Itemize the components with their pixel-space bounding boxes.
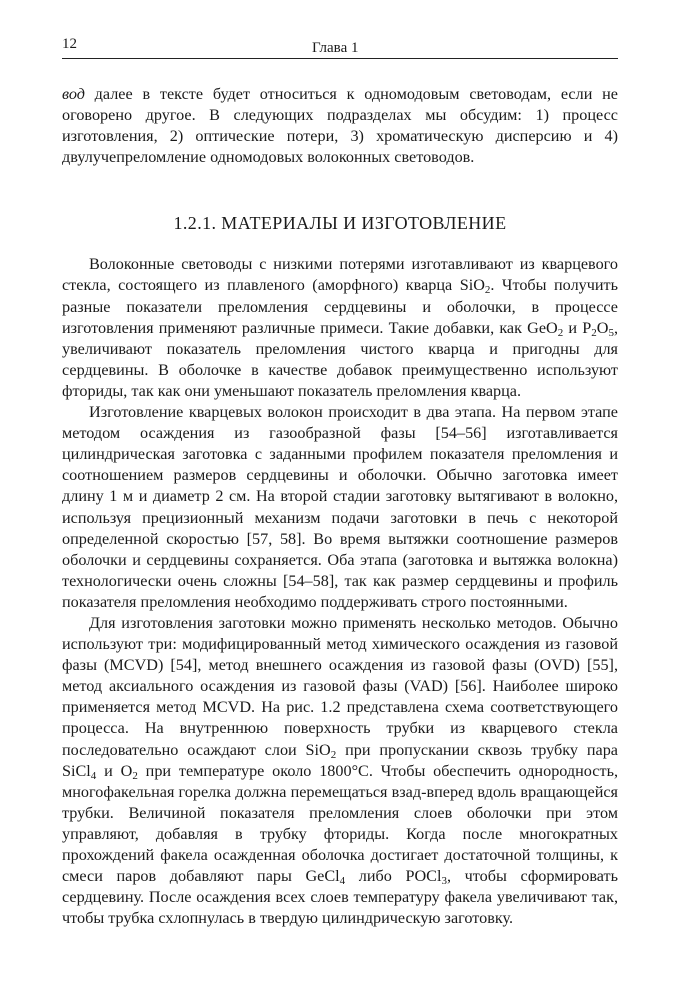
p3-text-a: Для изготовления заготовки можно применять несколько методов. Обычно используют три: модифицированный метод химического осаждения из газовой фазы (MCVD) [54], метод внешнего осаждения из газовой фазы (OVD) [55], метод аксиального осаждения из газовой фазы (VAD) [56]. Наиболее широко применяется метод MCVD. На рис. 1.2 представлена схема соответствующего процесса. На внутреннюю поверхность трубки из кварцевого стекла последовательно осаждают слои SiO: [62, 613, 618, 759]
paragraph-fabrication-stages: Изготовление кварцевых волокон происходит в два этапа. На первом этапе методом осаждения из газообразной фазы [54–56] изготавливается цилиндрическая заготовка с заданными профилем показателя преломления и соотношением размеров сердцевины и оболочки. Обычно заготовка имеет длину 1 м и диаметр 2 см. На второй стадии заготовку вытягивают в волокно, используя прецизионный механизм подачи заготовки в печь с некоторой определенной скоростью [57, 58]. Во время вытяжки соотношение размеров оболочки и сердцевины сохраняется. Оба этапа (заготовка и вытяжка волокна) технологически очень сложны [54–58], так как размер сердцевины и профиль показателя преломления необходимо поддерживать строго постоянными.: [62, 403, 618, 611]
running-head: [62, 36, 618, 59]
p3-sub-e: 3: [441, 875, 447, 888]
page-number: 12: [62, 36, 77, 52]
p3-sub-c: 2: [132, 769, 138, 782]
p1-sub-a: 2: [484, 284, 491, 297]
p3-text-c: и O: [96, 761, 133, 780]
p3-sub-d: 4: [339, 875, 346, 888]
p3-text-f: , чтобы сформировать сердцевину. После осаждения всех слоев температуру факела увеличивают так, чтобы трубка схлопнулась в твердую цилиндрическую заготовку.: [62, 867, 618, 928]
p1-text-a: Волоконные световоды с низкими потерями изготавливают из кварцевого стекла, состоящего из плавленого (аморфного) кварца SiO: [62, 255, 618, 295]
p1-sub-c2: 5: [608, 326, 614, 339]
book-page: [62, 36, 618, 929]
paragraph-preform-methods: [62, 613, 618, 929]
intro-text: далее в тексте будет относиться к одномодовым световодам, если не оговорено другое. В следующих подразделах мы обсудим: 1) процесс изготовления, 2) оптические потери, 3) хроматическую дисперсию и 4) двулучепреломление одномодовых волоконных световодов.: [62, 85, 618, 167]
p3-sub-a: 2: [330, 748, 337, 761]
p1-text-c: и P: [563, 318, 592, 337]
p1-text-c2: O: [596, 318, 609, 337]
chapter-title: Глава 1: [312, 40, 359, 56]
p1-text-b: . Чтобы получить разные показатели преломления сердцевины и оболочки, в процессе изготовления применяют различные примеси. Такие добавки, как GeO: [62, 276, 618, 337]
p1-text-d: , увеличивают показатель преломления чистого кварца и пригодны для сердцевины. В оболочке в качестве добавок преимущественно используют фториды, так как они уменьшают показатель преломления кварца.: [62, 318, 618, 400]
p1-sub-c1: 2: [591, 326, 597, 339]
p3-text-e: либо POCl: [345, 867, 442, 886]
intro-lead-word: вод: [62, 85, 85, 103]
p1-sub-b: 2: [557, 326, 564, 339]
section-heading: 1.2.1. МАТЕРИАЛЫ И ИЗГОТОВЛЕНИЕ: [173, 213, 507, 234]
paragraph-materials: [62, 254, 618, 402]
intro-paragraph: [62, 84, 618, 168]
p3-text-d: при температуре около 1800°С. Чтобы обеспечить однородность, многофакельная горелка должна перемещаться взад-вперед вдоль вращающейся трубки. Величиной показателя преломления слоев оболочки при этом управляют, добавляя в трубку фториды. Когда после многократных прохождений факела осажденная оболочка достигает достаточной толщины, к смеси паров добавляют пары GeCl: [62, 761, 618, 886]
p3-sub-b: 4: [90, 769, 97, 782]
p3-text-b: при пропускании сквозь трубку пара SiCl: [62, 740, 618, 780]
